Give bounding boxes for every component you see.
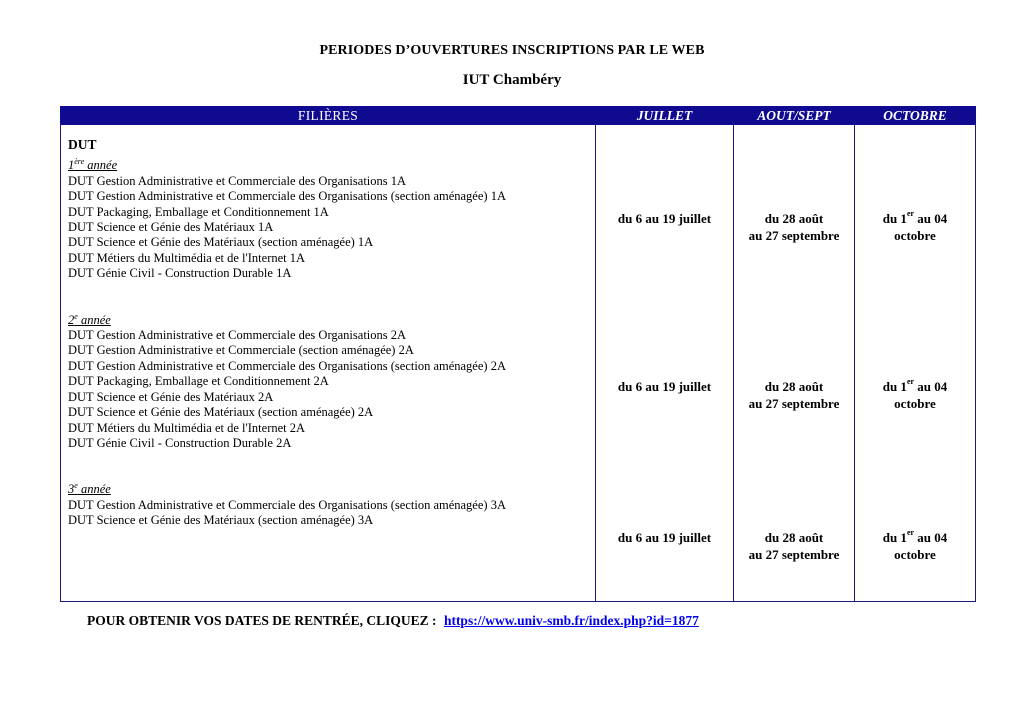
juillet-date-year-2: du 6 au 19 juillet bbox=[617, 379, 712, 394]
programs-cell bbox=[61, 125, 596, 602]
juillet-date-year-1: du 6 au 19 juillet bbox=[617, 211, 712, 226]
list-item: DUT Gestion Administrative et Commerciale des Organisations (section aménagée) 3A bbox=[68, 497, 506, 512]
octobre-cell bbox=[855, 125, 976, 602]
list-item: DUT Gestion Administrative et Commerciale des Organisations 1A bbox=[68, 173, 407, 188]
registration-table bbox=[60, 106, 976, 602]
table-header-row bbox=[61, 107, 976, 125]
list-item: DUT Science et Génie des Matériaux 2A bbox=[68, 389, 274, 404]
year-1-label: 1ère année bbox=[68, 157, 118, 173]
octobre-date-year-1: du 1er au 04 octobre bbox=[882, 209, 948, 243]
aout-date-year-2: du 28 août au 27 septembre bbox=[748, 379, 840, 411]
octobre-date-year-3: du 1er au 04 octobre bbox=[882, 528, 948, 562]
table-row bbox=[61, 125, 976, 602]
aout-date-year-3: du 28 août au 27 septembre bbox=[748, 530, 840, 562]
header-octobre: OCTOBRE bbox=[855, 107, 976, 125]
octobre-date-year-2: du 1er au 04 octobre bbox=[882, 377, 948, 411]
juillet-cell bbox=[596, 125, 734, 602]
year-1-course-list bbox=[68, 174, 595, 282]
list-item: DUT Métiers du Multimédia et de l'Internet 2A bbox=[68, 420, 306, 435]
year-3-label: 3e année bbox=[68, 481, 111, 497]
year-2-course-list bbox=[68, 328, 595, 451]
header-aout-sept: AOUT/SEPT bbox=[734, 107, 855, 125]
aout-sept-cell bbox=[734, 125, 855, 602]
list-item: DUT Gestion Administrative et Commerciale des Organisations (section aménagée) 1A bbox=[68, 189, 506, 204]
list-item: DUT Génie Civil - Construction Durable 1A bbox=[68, 266, 292, 281]
page-subtitle: IUT Chambéry bbox=[462, 72, 562, 88]
aout-date-year-1: du 28 août au 27 septembre bbox=[748, 211, 840, 243]
list-item: DUT Métiers du Multimédia et de l'Internet 1A bbox=[68, 250, 306, 265]
list-item: DUT Gestion Administrative et Commerciale (section aménagée) 2A bbox=[68, 343, 414, 358]
footer-text: POUR OBTENIR VOS DATES DE RENTRÉE, CLIQUEZ : bbox=[87, 613, 437, 628]
header-filieres: FILIÈRES bbox=[61, 107, 596, 125]
header-juillet: JUILLET bbox=[596, 107, 734, 125]
footer bbox=[87, 613, 699, 629]
page-title: PERIODES D’OUVERTURES INSCRIPTIONS PAR LE WEB bbox=[319, 43, 705, 58]
list-item: DUT Science et Génie des Matériaux (section aménagée) 1A bbox=[68, 235, 374, 250]
list-item: DUT Science et Génie des Matériaux (section aménagée) 2A bbox=[68, 405, 374, 420]
year-3-course-list bbox=[68, 498, 595, 529]
list-item: DUT Science et Génie des Matériaux (section aménagée) 3A bbox=[68, 513, 374, 528]
program-heading: DUT bbox=[68, 137, 97, 152]
list-item: DUT Gestion Administrative et Commerciale des Organisations (section aménagée) 2A bbox=[68, 358, 506, 373]
rentree-link[interactable]: https://www.univ-smb.fr/index.php?id=1877 bbox=[443, 613, 699, 628]
list-item: DUT Packaging, Emballage et Conditionnement 2A bbox=[68, 374, 329, 389]
juillet-date-year-3: du 6 au 19 juillet bbox=[617, 530, 712, 545]
year-2-label: 2e année bbox=[68, 311, 111, 327]
list-item: DUT Packaging, Emballage et Conditionnement 1A bbox=[68, 204, 329, 219]
list-item: DUT Gestion Administrative et Commerciale des Organisations 2A bbox=[68, 328, 407, 343]
list-item: DUT Science et Génie des Matériaux 1A bbox=[68, 220, 274, 235]
list-item: DUT Génie Civil - Construction Durable 2A bbox=[68, 435, 292, 450]
